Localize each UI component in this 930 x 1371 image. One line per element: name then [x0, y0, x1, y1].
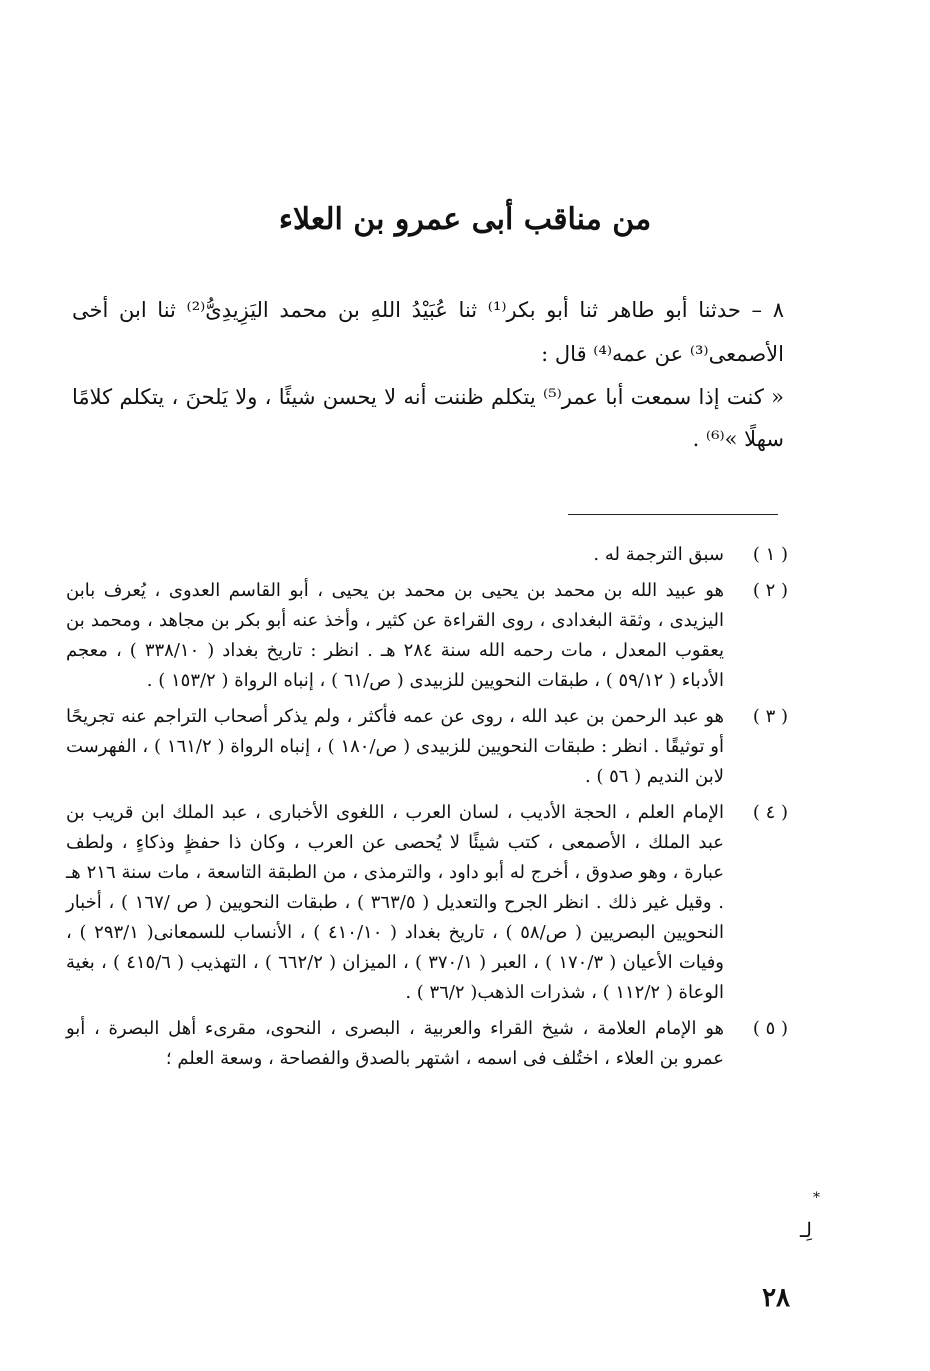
footnotes	[66, 540, 788, 1080]
chapter-title: من مناقب أبى عمرو بن العلاء	[278, 202, 652, 237]
footnote-separator	[568, 514, 778, 515]
footnote-number: ( ٥ )	[752, 1018, 788, 1039]
footnote-5	[66, 1014, 788, 1074]
footnote-number: ( ٤ )	[752, 802, 788, 823]
footnote-text: هو عبد الرحمن بن عبد الله ، روى عن عمه فأكثر ، ولم يذكر أصحاب التراجم عنه تجريحًا أو توثيقًا . انظر : طبقات النحويين للزبيدى ( ص/١٨٠ ) ، إنباه الرواة ( ١٦١/٢ ) ، الفهرست لابن النديم ( ٥٦ ) .	[66, 706, 724, 787]
footnote-2	[66, 576, 788, 696]
footnote-text: هو عبيد الله بن محمد بن يحيى بن محمد بن يحيى ، أبو القاسم العدوى ، يُعرف بابن اليزيدى ، وثقة البغدادى ، روى القراءة عن كثير ، وأخذ عنه أبو بكر بن مجاهد ، ومحمد بن يعقوب المعدل ، مات رحمه الله سنة ٢٨٤ هـ . انظر : تاريخ بغداد ( ٣٣٨/١٠ ) ، معجم الأدباء ( ٥٩/١٢ ) ، طبقات النحويين للزبيدى ( ص/٦١ ) ، إنباه الرواة ( ١٥٣/٢ ) .	[66, 580, 725, 691]
footnote-number: ( ٣ )	[752, 706, 788, 727]
catchword: لِـ	[800, 1218, 812, 1242]
quote-paragraph: « كنت إذا سمعت أبا عمر⁽⁵⁾ يتكلم ظننت أنه لا يحسن شيئًا ، ولا يَلحنَ ، يتكلم كلامًا سهلًا »⁽⁶⁾ .	[72, 385, 785, 451]
footnote-4	[66, 798, 788, 1008]
hadith-chain-paragraph: ٨ – حدثنا أبو طاهر ثنا أبو بكر⁽¹⁾ ثنا عُبَيْدُ اللهِ بن محمد اليَزِيدِىُّ⁽²⁾ ثنا ابن أخى الأصمعى⁽³⁾ عن عمه⁽⁴⁾ قال :	[72, 298, 784, 366]
footnote-text: هو الإمام العلامة ، شيخ القراء والعربية ، البصرى ، النحوى، مقرىء أهل البصرة ، أبو عمرو بن العلاء ، اختُلف فى اسمه ، اشتهر بالصدق والفصاحة ، وسعة العلم ؛	[66, 1018, 724, 1069]
footnote-3	[66, 702, 788, 792]
footnote-number: ( ٢ )	[752, 580, 788, 601]
footnote-text: سبق الترجمة له .	[593, 544, 724, 565]
footnote-1	[66, 540, 788, 570]
margin-star-mark: *	[813, 1190, 820, 1206]
footnote-text: الإمام العلم ، الحجة الأديب ، لسان العرب ، اللغوى الأخبارى ، عبد الملك ابن قريب بن عبد الملك ، الأصمعى ، كتب شيئًا لا يُحصى عن العرب ، وكان ذا حفظٍ وذكاءٍ ، ولطف عبارة ، وهو صدوق ، أخرج له أبو داود ، والترمذى ، من الطبقة التاسعة ، مات سنة ٢١٦ هـ . وقيل غير ذلك . انظر الجرح والتعديل ( ٣٦٣/٥ ) ، طبقات النحويين ( ص /١٦٧ ) ، أخبار النحويين البصريين ( ص/٥٨ ) ، تاريخ بغداد ( ٤١٠/١٠ ) ، الأنساب للسمعانى( ٢٩٣/١ ) ، وفيات الأعيان ( ١٧٠/٣ ) ، العبر ( ٣٧٠/١ ) ، الميزان ( ٦٦٢/٢ ) ، التهذيب ( ٤١٥/٦ ) ، بغية الوعاة ( ١١٢/٢ ) ، شذرات الذهب( ٣٦/٢ ) .	[66, 802, 724, 1003]
page-number: ٢٨	[762, 1283, 790, 1313]
footnote-number: ( ١ )	[752, 544, 788, 565]
